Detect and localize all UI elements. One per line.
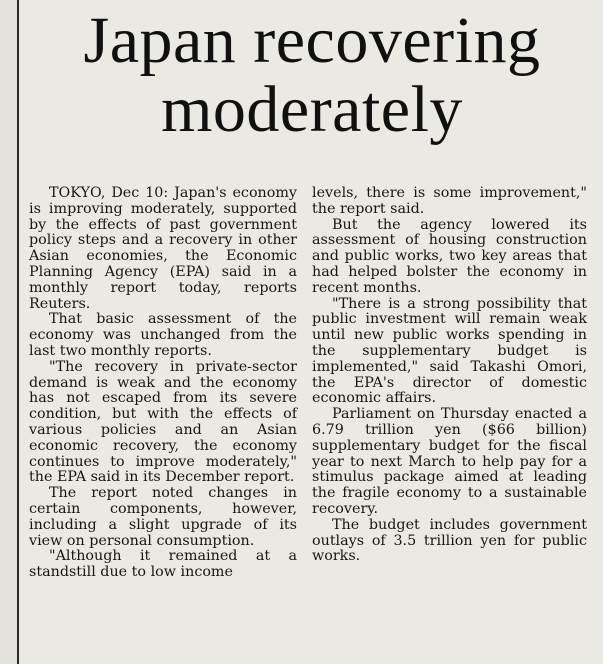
headline: Japan recovering moderately: [83, 4, 541, 146]
newspaper-clipping: [17, 0, 603, 664]
paragraph-9: The budget includes government outlays of 3.5 trillion yen for public works.: [312, 516, 587, 565]
paragraph-6: But the agency lowered its assessment of housing construction and public works, two key areas that had helped bolster the economy in recent months.: [312, 216, 587, 296]
paragraph-1: TOKYO, Dec 10: Japan's economy is improving moderately, supported by the effects of past government policy steps and a recovery in other Asian economies, the Economic Planning Agency (EPA) said in a monthly report today, reports Reuters.: [29, 185, 297, 312]
paragraph-3: "The recovery in private-sector demand is weak and the economy has not escaped from its severe condition, but with the effects of various policies and an Asian economic recovery, the economy continues to improve moderately," the EPA said in its December report.: [29, 358, 297, 486]
paragraph-7: "There is a strong possibility that public investment will remain weak until new public works spending in the supplementary budget is implemented," said Takashi Omori, the EPA's director of domestic economic affairs.: [312, 295, 587, 407]
paragraph-8: Parliament on Thursday enacted a 6.79 trillion yen ($66 billion) supplementary budget for the fiscal year to next March to help pay for a stimulus package aimed at leading the fragile economy to a sustainable recovery.: [312, 406, 587, 517]
paragraph-5-continued: levels, there is some improvement," the report said.: [312, 185, 587, 217]
paragraph-4: The report noted changes in certain components, however, including a slight upgrade of its view on personal consumption.: [29, 485, 297, 549]
right-column: [312, 186, 587, 565]
paragraph-2: That basic assessment of the economy was unchanged from the last two monthly reports.: [29, 311, 297, 359]
left-column: [29, 186, 297, 581]
paragraph-5: "Although it remained at a standstill due to low income: [29, 548, 297, 581]
